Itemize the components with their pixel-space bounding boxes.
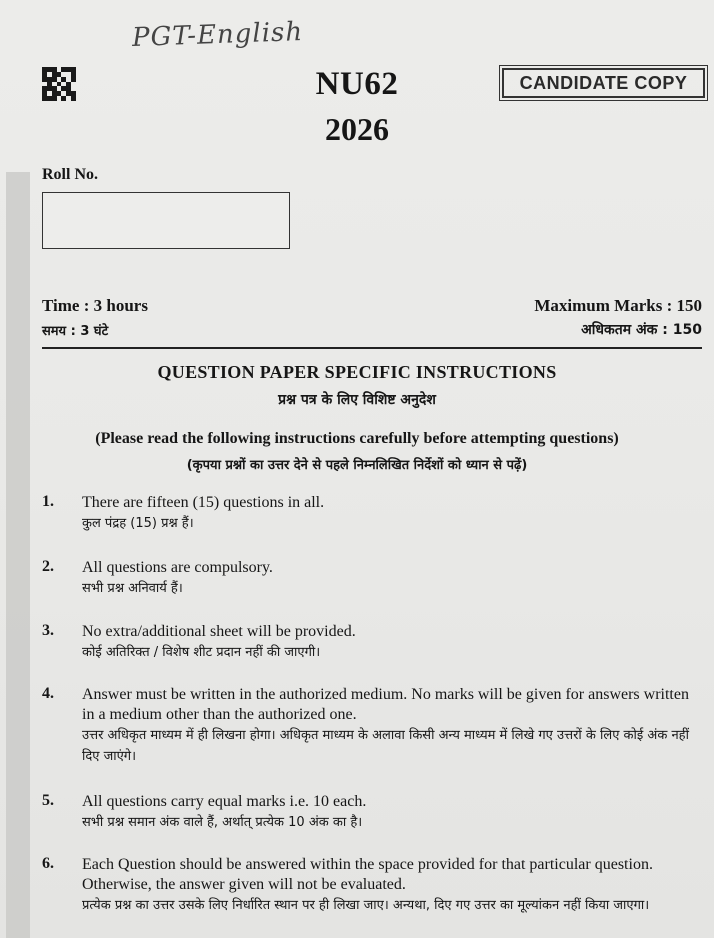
instruction-number: 1.: [42, 493, 54, 510]
paper-code: NU62: [315, 66, 399, 102]
instruction-text-hindi: कुल पंद्रह (15) प्रश्न हैं।: [82, 516, 194, 531]
instruction-text: Answer must be written in the authorized medium. No marks will be given for answers written in a medium other than the authorized one.: [82, 686, 689, 723]
instruction-text: All questions are compulsory.: [82, 559, 273, 576]
instruction-text-hindi: सभी प्रश्न समान अंक वाले हैं, अर्थात् प्रत्येक 10 अंक का है।: [82, 815, 363, 830]
instructions-heading: QUESTION PAPER SPECIFIC INSTRUCTIONS: [157, 362, 557, 382]
scan-margin-shadow: [6, 172, 30, 938]
exam-year: 2026: [325, 111, 389, 147]
instruction-text: All questions carry equal marks i.e. 10 each.: [82, 793, 367, 810]
time-label: Time : 3 hours: [42, 296, 148, 315]
roll-number-box[interactable]: [42, 192, 290, 249]
instruction-text: No extra/additional sheet will be provided.: [82, 623, 356, 640]
instructions-note: (Please read the following instructions carefully before attempting questions): [95, 430, 619, 447]
instruction-item-3: [42, 622, 704, 663]
instruction-item-2: [42, 558, 704, 599]
candidate-copy-badge: CANDIDATE COPY: [502, 68, 705, 98]
instructions-note-hindi: (कृपया प्रश्नों का उत्तर देने से पहले निम्नलिखित निर्देशों को ध्यान से पढ़ें): [186, 458, 528, 473]
maximum-marks-label: Maximum Marks : 150: [534, 296, 702, 315]
time-label-hindi: समय : 3 घंटे: [42, 324, 109, 339]
instruction-number: 5.: [42, 792, 54, 809]
roll-number-label: Roll No.: [42, 166, 98, 183]
instruction-item-6: [42, 855, 704, 916]
instruction-text-hindi: प्रत्येक प्रश्न का उत्तर उसके लिए निर्धारित स्थान पर ही लिखा जाए। अन्यथा, दिए गए उत्तर का मूल्यांकन नहीं किया जाएगा।: [82, 898, 650, 913]
instruction-number: 2.: [42, 558, 54, 575]
instruction-item-1: [42, 493, 704, 534]
instruction-text-hindi: उत्तर अधिकृत माध्यम में ही लिखना होगा। अधिकृत माध्यम के अलावा किसी अन्य माध्यम में लिखे गए उत्तरों के लिए कोई अंक नहीं दिए जाएंगे।: [82, 728, 689, 764]
instruction-text: Each Question should be answered within the space provided for that particular question. Otherwise, the answer given will not be evaluated.: [82, 856, 653, 893]
header-divider: [42, 347, 702, 349]
instruction-item-5: [42, 792, 704, 833]
maximum-marks-label-hindi: अधिकतम अंक : 150: [581, 322, 702, 338]
instruction-text-hindi: सभी प्रश्न अनिवार्य हैं।: [82, 581, 183, 596]
instruction-number: 6.: [42, 855, 54, 872]
instructions-heading-hindi: प्रश्न पत्र के लिए विशिष्ट अनुदेश: [278, 392, 436, 408]
instruction-number: 3.: [42, 622, 54, 639]
instruction-text-hindi: कोई अतिरिक्त / विशेष शीट प्रदान नहीं की जाएगी।: [82, 645, 321, 660]
instruction-text: There are fifteen (15) questions in all.: [82, 494, 325, 511]
instruction-number: 4.: [42, 685, 54, 702]
handwritten-note: PGT-English: [131, 17, 304, 53]
instruction-item-4: [42, 685, 704, 767]
